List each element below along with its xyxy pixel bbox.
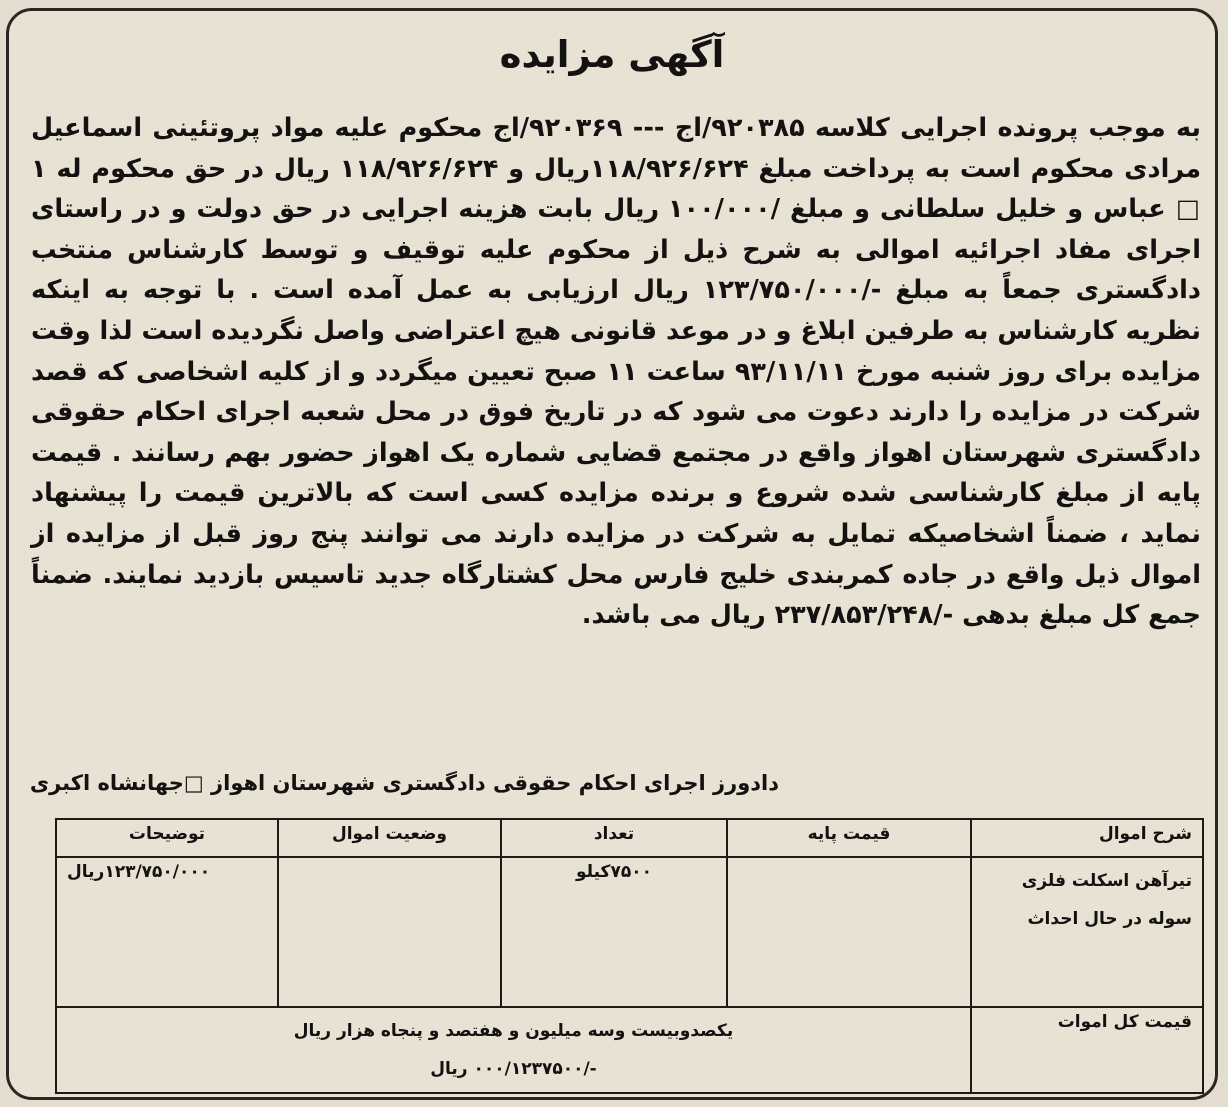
item-description: تیرآهن اسکلت فلزی سوله در حال احداث xyxy=(971,857,1203,1007)
goods-table xyxy=(55,818,1204,1094)
header-base-price: قیمت پایه xyxy=(727,819,971,857)
notice-signature: دادورز اجرای احکام حقوقی دادگستری شهرستان اهواز □جهانشاه اکبری xyxy=(29,771,779,795)
notice-title: آگهی مزایده xyxy=(499,33,725,76)
header-quantity: تعداد xyxy=(501,819,727,857)
item-quantity: ۷۵۰۰کیلو xyxy=(501,857,727,1007)
table-header-row xyxy=(56,819,1203,857)
header-notes: توضیحات xyxy=(56,819,278,857)
item-notes: ۱۲۳/۷۵۰/۰۰۰ریال xyxy=(56,857,278,1007)
total-words: یکصدوبیست وسه میلیون و هفتصد و پنجاه هزار ریال xyxy=(293,1021,734,1041)
total-value-cell xyxy=(56,1007,971,1093)
item-status xyxy=(278,857,501,1007)
header-status: وضعیت اموال xyxy=(278,819,501,857)
table-total-row xyxy=(56,1007,1203,1093)
header-description: شرح اموال xyxy=(971,819,1203,857)
total-label: قیمت کل اموات xyxy=(971,1007,1203,1093)
total-amount: -/۰۰۰/۱۲۳۷۵۰۰ ریال xyxy=(430,1059,597,1079)
table-row xyxy=(56,857,1203,1007)
item-base-price xyxy=(727,857,971,1007)
notice-body: به موجب پرونده اجرایی کلاسه ۹۲۰۳۸۵/اج --- ۹۲۰۳۶۹/اج محکوم علیه مواد پروتئینی اسماعیل مرادی محکوم است به پرداخت مبلغ ۱۱۸/۹۲۶/۶۲۴ریال و ۱۱۸/۹۲۶/۶۲۴ ریال در حق محکوم له ۱ □ عباس و خلیل سلطانی و مبلغ /۱۰۰/۰۰۰ ریال بابت هزینه اجرایی در حق دولت و در راستای اجرای مفاد اجرائیه اموالی به شرح ذیل از محکوم علیه توقیف و توسط کارشناس منتخب دادگستری جمعاً به مبلغ -/۱۲۳/۷۵۰/۰۰۰ ریال ارزیابی به عمل آمده است . با توجه به اینکه نظریه کارشناس به طرفین ابلاغ و در موعد قانونی هیچ اعتراضی واصل نگردیده است لذا وقت مزایده برای روز شنبه مورخ ۹۳/۱۱/۱۱ ساعت ۱۱ صبح تعیین میگردد و از کلیه اشخاصی که قصد شرکت در مزایده را دارند دعوت می شود که در تاریخ فوق در محل شعبه اجرای احکام حقوقی دادگستری شهرستان اهواز واقع در مجتمع قضایی شماره یک اهواز حضور بهم رسانند . قیمت پایه از مبلغ کارشناسی شده شروع و برنده مزایده کسی است که بالاترین قیمت را پیشنهاد نماید ، ضمناً اشخاصیکه تمایل به شرکت در مزایده دارند می توانند پنج روز قبل از مزایده از اموال ذیل واقع در جاده کمربندی خلیج فارس محل کشتارگاه جدید تاسیس بازدید نمایند. ضمناً جمع کل مبلغ بدهی -/۲۳۷/۸۵۳/۲۴۸ ریال می باشد. xyxy=(31,113,1202,631)
